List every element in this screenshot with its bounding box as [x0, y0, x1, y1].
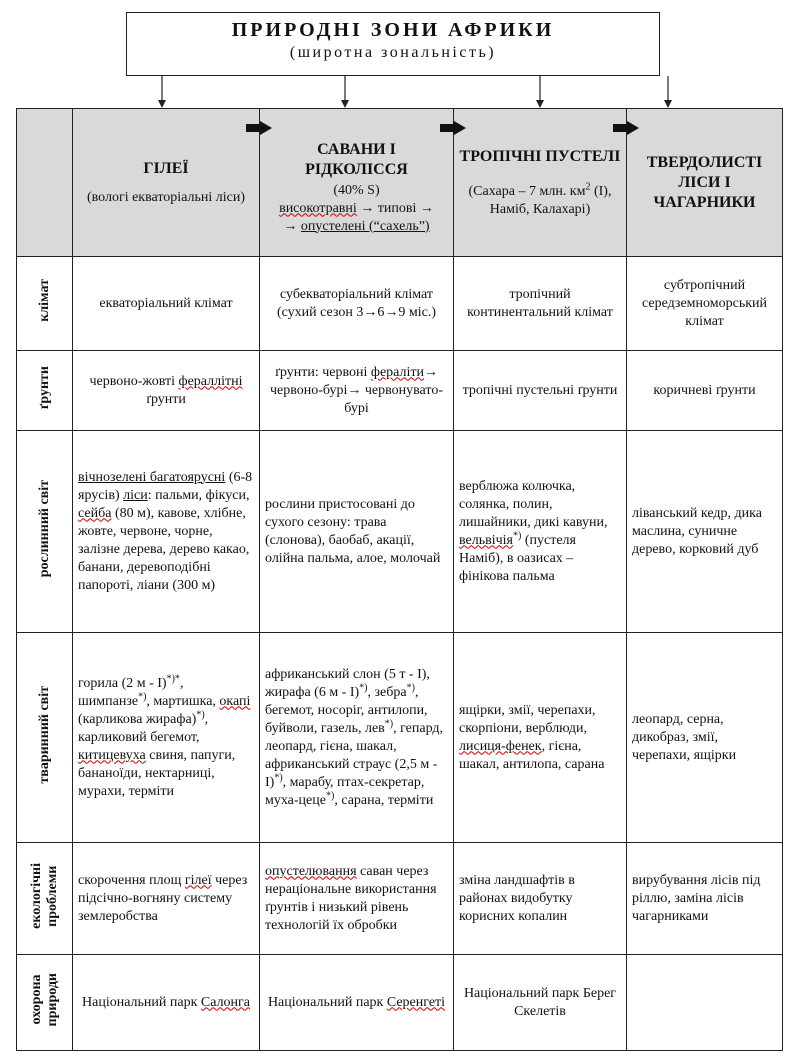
cell-text: африканський слон (5 т - І), жирафа (6 м - І) [265, 666, 430, 700]
row-label-ecology [17, 843, 73, 955]
row-protection [17, 955, 783, 1051]
table-cell [73, 955, 260, 1051]
table-cell [73, 843, 260, 955]
cell-text: , гепард, леопард, гієна, шакал, африканський страус (2,5 м - І) [265, 720, 444, 790]
row-label-climate [17, 257, 73, 351]
arrow-down-icon [536, 100, 544, 108]
cell-text: скорочення площ [78, 872, 185, 888]
table-cell [73, 633, 260, 843]
table-cell [454, 633, 627, 843]
cell-text: сейба [78, 505, 112, 521]
table-cell: тропічні пустельні ґрунти [454, 351, 627, 431]
table-cell: Національний парк Берег Скелетів [454, 955, 627, 1051]
row-label-line: природи [44, 972, 60, 1027]
zone-note-sup: 2 [585, 180, 591, 192]
footnote-mark: *)* [166, 672, 180, 684]
cell-text: вельвічія [459, 532, 513, 548]
cell-text: саван через нераціональне використання ґрунтів і низький рівень технологій їх обробки [265, 863, 437, 933]
cell-text: через підсічно-вогняну систему землеробства [78, 872, 248, 924]
table-cell: ліванський кедр, дика маслина, суничне дерево, корковий дуб [627, 431, 783, 633]
page-subtitle: (широтна зональність) [289, 44, 497, 61]
table-cell: рослини пристосовані до сухого сезону: трава (слонова), баобаб, акації, олійна пальма, алое, молочай [260, 431, 454, 633]
cell-text: (80 м), кавове, хлібне, жовте, червоне, чорне, залізне дерева, дерево какао, банани, деревоподібні папороті, ліани (300 м) [78, 505, 250, 593]
footnote-mark: *) [196, 708, 205, 720]
cell-text: лисиця-фенек [459, 738, 542, 754]
arrow-down-icon [664, 100, 672, 108]
row-label-protection [17, 955, 73, 1051]
cell-text: ящірки, змії, черепахи, скорпіони, верблюди, [459, 702, 596, 736]
table-cell: коричневі ґрунти [627, 351, 783, 431]
cell-text: , марабу, птах-секретар, муха-цеце [265, 774, 425, 808]
row-label-text: рослинний світ [36, 479, 52, 578]
cell-text: Серенгеті [386, 994, 446, 1010]
row-label-text [29, 973, 61, 1026]
footnote-mark: *) [512, 529, 522, 541]
zone-note-arrow: → [283, 218, 301, 234]
row-soils [17, 351, 783, 431]
table-cell: субтропічний середземноморський клімат [627, 257, 783, 351]
cell-text: (6-8 ярусів) [78, 469, 253, 503]
row-label-text [29, 863, 61, 929]
cell-text: , карликовий бегемот, [78, 711, 209, 745]
cell-text: опустелювання [265, 863, 357, 879]
cell-text: фераллітні [178, 373, 243, 389]
row-label-line: екологічні [28, 862, 44, 929]
cell-text: окапі [219, 693, 251, 709]
footnote-mark: *) [359, 681, 368, 693]
table-cell: зміна ландшафтів в районах видобутку корисних копалин [454, 843, 627, 955]
table-cell [260, 955, 454, 1051]
row-label-text: ґрунти [36, 365, 52, 410]
zone-note-tall-grass: високотравні [279, 200, 357, 216]
arrow-down-icon [158, 100, 166, 108]
table-cell [260, 633, 454, 843]
page-title: ПРИРОДНІ ЗОНИ АФРИКИ [231, 19, 555, 41]
zone-header-desert [454, 109, 627, 257]
row-label-line: проблеми [44, 864, 60, 927]
row-climate [17, 257, 783, 351]
cell-text: , гієна, шакал, антилопа, сарана [459, 738, 605, 772]
zone-note [265, 182, 448, 236]
zone-header-savanna [260, 109, 454, 257]
row-label-text: тваринний світ [36, 685, 52, 784]
row-label-animals [17, 633, 73, 843]
cell-text: Національний парк [267, 994, 387, 1010]
zone-name: ТВЕРДОЛИСТІ ЛІСИ І ЧАГАРНИКИ [646, 153, 763, 211]
footnote-mark: *) [274, 771, 283, 783]
row-ecology [17, 843, 783, 955]
zone-note-deserts: (І), Наміб, Калахарі) [489, 183, 612, 217]
zone-name: ГІЛЕЇ [143, 159, 189, 177]
zone-header-sclerophyll [627, 109, 783, 257]
cell-text: гілеї [184, 872, 212, 888]
cell-text: верблюжа колючка, солянка, полин, лишайники, дикі кавуни, [459, 478, 608, 530]
row-label-soils [17, 351, 73, 431]
cell-text: , сарана, терміти [334, 792, 434, 808]
footnote-mark: *) [325, 789, 335, 801]
table-cell: тропічний континентальний клімат [454, 257, 627, 351]
cell-text: (пустеля Наміб), в оазисах – фінікова пальма [459, 532, 576, 584]
footnote-mark: *) [384, 717, 394, 729]
table-cell [627, 955, 783, 1051]
zone-note-desertified [265, 218, 448, 236]
cell-text: (карликова жирафа) [78, 711, 197, 727]
cell-text: Салонга [200, 994, 250, 1010]
cell-text: : пальми, фікуси, [147, 487, 250, 503]
cell-text: китицевуха [78, 747, 146, 763]
cell-text: , мартишка, [146, 693, 220, 709]
arrow-right-icon [440, 121, 466, 135]
arrow-right-icon [246, 121, 272, 135]
cell-text: свиня, папуги, бананоїди, нектарниці, мурахи, терміти [78, 747, 236, 799]
table-cell: леопард, серна, дикобраз, змії, черепахи, ящірки [627, 633, 783, 843]
arrow-down-icon [341, 100, 349, 108]
zones-table [16, 108, 783, 1051]
zone-name: ТРОПІЧНІ ПУСТЕЛІ [459, 147, 621, 165]
table-cell [454, 431, 627, 633]
table-cell [260, 843, 454, 955]
cell-text: горила (2 м - І) [78, 675, 167, 691]
row-animals [17, 633, 783, 843]
zone-note: (вологі екваторіальні ліси) [86, 189, 246, 205]
corner-cell [17, 109, 73, 257]
zone-note-sahara: (Сахара – 7 млн. км [468, 183, 586, 199]
zone-note-typical: → типові → [360, 200, 434, 216]
zone-note-sequence [265, 200, 448, 218]
arrow-right-icon [613, 121, 639, 135]
cell-text: → червоно-бурі→ червонувато-бурі [269, 364, 444, 416]
row-label-plants [17, 431, 73, 633]
footnote-mark: *) [406, 681, 415, 693]
cell-text: ґрунти [146, 391, 186, 407]
cell-text: Національний парк [82, 994, 201, 1010]
cell-text: , шимпанзе [78, 675, 184, 709]
zone-note [459, 180, 621, 219]
cell-text: ліси [123, 487, 148, 503]
zone-note-sahel: опустелені (“сахель”) [300, 218, 430, 234]
table-cell: вирубування лісів під ріллю, заміна лісів чагарниками [627, 843, 783, 955]
cell-text: вічнозелені багатоярусні [78, 469, 226, 485]
zone-name: САВАНИ І РІДКОЛІССЯ [305, 140, 408, 178]
table-cell [260, 351, 454, 431]
row-label-line: охорона [28, 974, 44, 1025]
row-plants [17, 431, 783, 633]
footnote-mark: *) [138, 690, 147, 702]
cell-text: , бегемот, носоріг, антилопи, буйволи, газель, лев [265, 684, 428, 736]
zone-header-hylaea [73, 109, 260, 257]
cell-text: , зебра [367, 684, 407, 700]
table-cell [73, 351, 260, 431]
zone-note-share: (40% S) [333, 182, 380, 198]
table-cell: екваторіальний клімат [73, 257, 260, 351]
cell-text: фераліти [370, 364, 424, 380]
cell-text: червоно-жовті [89, 373, 179, 389]
table-cell: субекваторіальний клімат (сухий сезон 3→6→9 міс.) [260, 257, 454, 351]
row-label-text: клімат [36, 279, 52, 322]
cell-text: ґрунти: червоні [275, 364, 371, 380]
table-header-row [17, 109, 783, 257]
table-cell [73, 431, 260, 633]
